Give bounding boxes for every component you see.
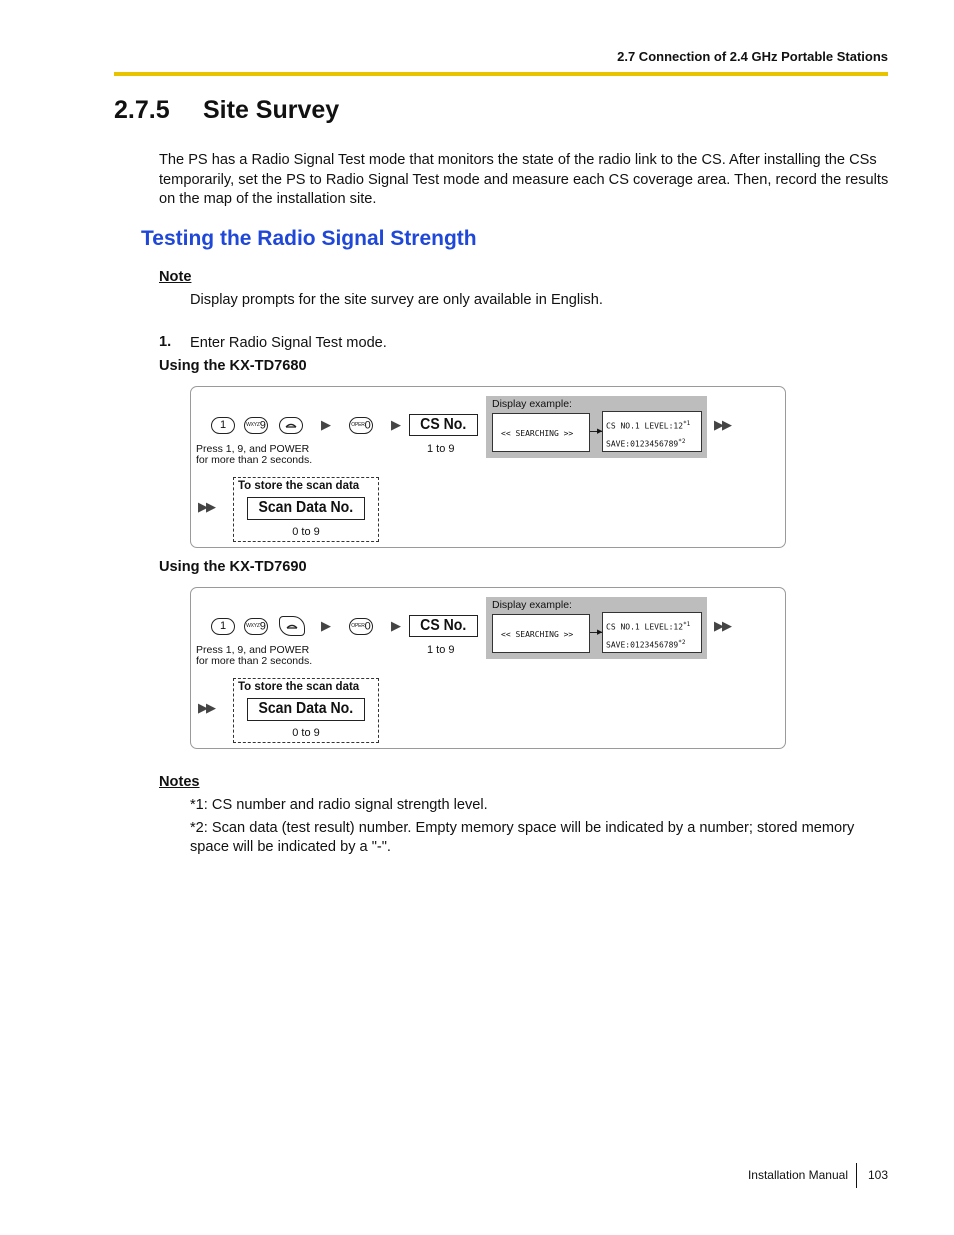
- screen-searching-text: << SEARCHING >>: [501, 630, 574, 639]
- procedure-panel-kx-td7680: [190, 386, 786, 548]
- key-1: 1: [211, 417, 235, 434]
- display-screen-searching: [492, 614, 590, 653]
- scan-data-no-input: Scan Data No.: [247, 698, 365, 721]
- key-9: WXYZ9: [244, 618, 268, 635]
- display-example: [486, 597, 707, 659]
- footer-rule: [856, 1163, 857, 1188]
- cs-no-input: CS No.: [409, 615, 478, 637]
- arrow-right-icon: ▶: [321, 417, 331, 432]
- press-instruction-line2: for more than 2 seconds.: [196, 655, 313, 667]
- screen-line1: CS NO.1 LEVEL:12$^{*1}$: [606, 420, 691, 431]
- store-scan-data-heading: To store the scan data: [238, 480, 360, 492]
- notes-item-2: *2: Scan data (test result) number. Empty memory space will be indicated by a number; stored memory space will be indicated by a "-".: [190, 820, 855, 855]
- press-instruction-line1: Press 1, 9, and POWER: [196, 443, 310, 455]
- key-0: OPER0: [349, 618, 373, 635]
- continue-arrow-icon: ▶▶: [714, 417, 730, 432]
- display-example: [486, 396, 707, 458]
- display-screen-result: [602, 411, 702, 452]
- display-example-label: Display example:: [492, 599, 572, 611]
- power-key-icon: [279, 616, 305, 636]
- page-number: 103: [868, 1168, 889, 1182]
- section-title: [114, 96, 339, 125]
- continue-arrow-icon: ▶▶: [714, 618, 730, 633]
- key-9: WXYZ9: [244, 417, 268, 434]
- press-instruction-line2: for more than 2 seconds.: [196, 454, 313, 466]
- scan-range: 0 to 9: [292, 727, 320, 739]
- footer-label: Installation Manual: [747, 1168, 848, 1182]
- note-text: Display prompts for the site survey are only available in English.: [190, 292, 603, 308]
- notes-heading: Notes: [159, 774, 200, 790]
- panel-heading-kx-td7690: Using the KX-TD7690: [159, 559, 307, 575]
- cs-no-input: CS No.: [409, 414, 478, 436]
- display-screen-searching: [492, 413, 590, 452]
- screen-line1: CS NO.1 LEVEL:12$^{*1}$: [606, 621, 691, 632]
- arrow-right-icon: ▶: [391, 618, 401, 633]
- note-heading: Note: [159, 269, 192, 285]
- step-text: Enter Radio Signal Test mode.: [190, 335, 387, 351]
- step-number: 1.: [159, 334, 172, 350]
- arrow-right-icon: ▶: [391, 417, 401, 432]
- header-rule: [114, 72, 888, 76]
- store-scan-data-box: [233, 678, 379, 743]
- section-title-text: Site Survey: [203, 96, 340, 124]
- screen-searching-text: << SEARCHING >>: [501, 429, 574, 438]
- arrow-right-icon: ▶: [321, 618, 331, 633]
- scan-data-no-input: Scan Data No.: [247, 497, 365, 520]
- store-scan-data-heading: To store the scan data: [238, 681, 360, 693]
- running-header: 2.7 Connection of 2.4 GHz Portable Stations: [617, 49, 888, 64]
- key-0: OPER0: [349, 417, 373, 434]
- screen-line2: SAVE:0123456789$^{*2}$: [606, 438, 686, 449]
- power-key-icon: [279, 417, 303, 434]
- intro-paragraph: The PS has a Radio Signal Test mode that monitors the state of the radio link to the CS. After installing the CSs temporarily, set the PS to Radio Signal Test mode and measure each CS coverage area. Then, record the results on the map of the installation site.: [159, 152, 889, 207]
- continue-arrow-icon: ▶▶: [198, 499, 214, 514]
- store-scan-data-box: [233, 477, 379, 542]
- continue-arrow-icon: ▶▶: [198, 700, 214, 715]
- panel-heading-kx-td7680: Using the KX-TD7680: [159, 358, 307, 374]
- press-instruction-line1: Press 1, 9, and POWER: [196, 644, 310, 656]
- cs-range: 1 to 9: [427, 644, 455, 656]
- key-1: 1: [211, 618, 235, 635]
- notes-item-1: *1: CS number and radio signal strength level.: [190, 797, 488, 813]
- cs-range: 1 to 9: [427, 443, 455, 455]
- screen-line2: SAVE:0123456789$^{*2}$: [606, 639, 686, 650]
- subsection-title: Testing the Radio Signal Strength: [141, 227, 477, 250]
- scan-range: 0 to 9: [292, 526, 320, 538]
- section-number: 2.7.5: [114, 96, 170, 124]
- display-arrow-icon: ▶: [597, 629, 603, 636]
- display-screen-result: [602, 612, 702, 653]
- procedure-panel-kx-td7690: [190, 587, 786, 749]
- display-arrow-icon: ▶: [597, 428, 603, 435]
- display-example-label: Display example:: [492, 398, 572, 410]
